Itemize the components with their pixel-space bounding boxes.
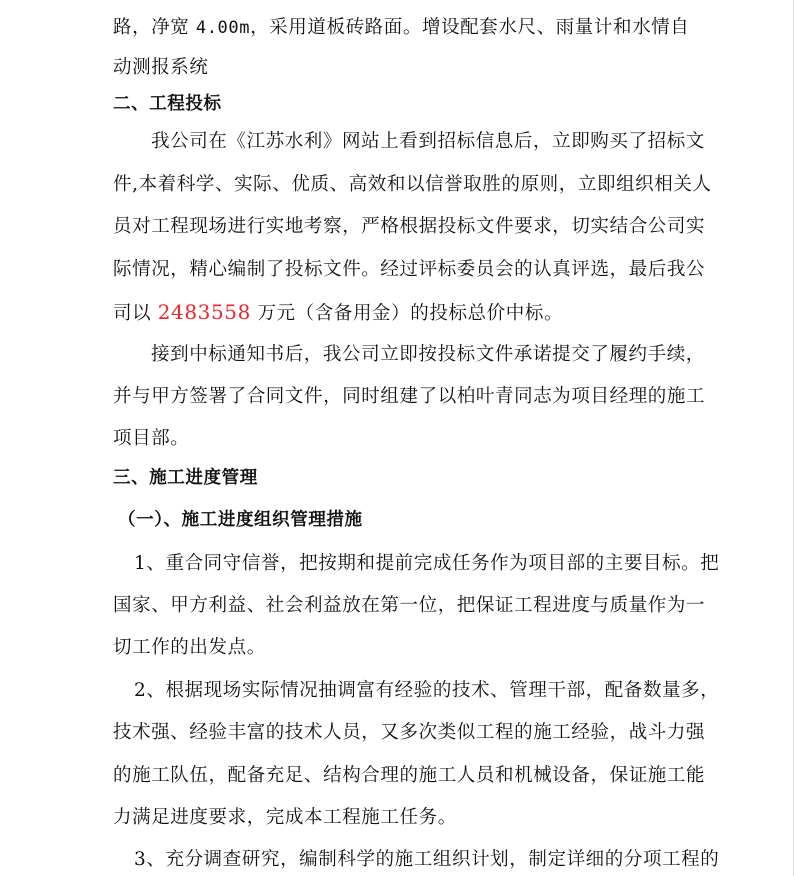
paragraph-line: 并与甲方签署了合同文件，同时组建了以柏叶青同志为项目经理的施工	[113, 386, 706, 407]
list-item-line: 1、重合同守信誉，把按期和提前完成任务作为项目部的主要目标。把	[134, 553, 720, 574]
text-span: 万元（含备用金）的投标总价中标。	[257, 303, 564, 324]
paragraph-line: 员对工程现场进行实地考察，严格根据投标文件要求，切实结合公司实	[113, 216, 706, 237]
text-span: 路，净宽	[113, 17, 190, 38]
paragraph-line: 我公司在《江苏水利》网站上看到招标信息后，立即购买了招标文	[151, 131, 705, 152]
list-item-line: 的施工队伍，配备充足、结构合理的施工人员和机械设备，保证施工能	[113, 765, 706, 786]
paragraph-line: 件,本着科学、实际、优质、高效和以信誉取胜的原则，立即组织相关人	[113, 174, 712, 195]
text-line	[113, 16, 702, 40]
list-item-line: 2、根据现场实际情况抽调富有经验的技术、管理干部，配备数量多，	[134, 680, 720, 701]
width-value: 4.00m	[195, 18, 251, 38]
paragraph-line	[113, 300, 702, 326]
list-item-line: 3、充分调查研究，编制科学的施工组织计划，制定详细的分项工程的	[134, 849, 720, 870]
list-item-line: 力满足进度要求，完成本工程施工任务。	[113, 807, 457, 828]
paragraph-line: 项目部。	[113, 428, 190, 449]
text-span: ，采用道板砖路面。增设配套水尺、雨量计和水情自	[250, 17, 690, 38]
list-item-line: 国家、甲方利益、社会利益放在第一位，把保证工程进度与质量作为一	[113, 595, 706, 616]
list-item-line: 技术强、经验丰富的技术人员，又多次类似工程的施工经验，战斗力强	[113, 722, 706, 743]
paragraph-line: 际情况，精心编制了投标文件。经过评标委员会的认真评选，最后我公	[113, 259, 706, 280]
section-heading-bidding: 二、工程投标	[113, 94, 222, 114]
text-line: 动测报系统	[113, 57, 209, 78]
subsection-heading: （一）、施工进度组织管理措施	[118, 510, 363, 530]
section-heading-progress: 三、施工进度管理	[113, 468, 258, 488]
bid-amount: 2483558	[157, 300, 251, 324]
text-span: 司以	[113, 303, 152, 324]
list-item-line: 切工作的出发点。	[113, 637, 266, 658]
paragraph-line: 接到中标通知书后，我公司立即按投标文件承诺提交了履约手续，	[151, 344, 705, 365]
